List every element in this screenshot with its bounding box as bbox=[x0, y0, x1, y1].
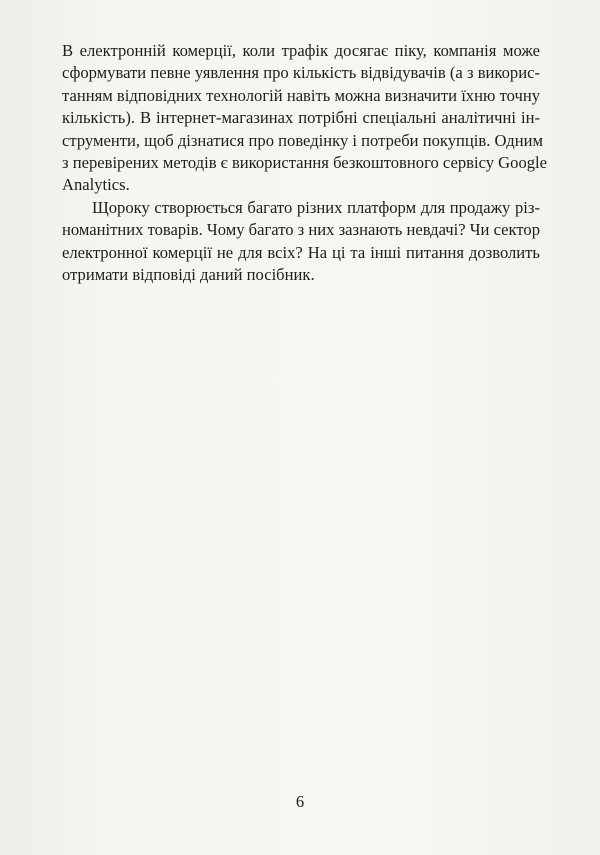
paragraph-line: Щороку створюється багато різних платформ для продажу різ- bbox=[92, 197, 540, 217]
paragraph-1 bbox=[62, 40, 548, 197]
paragraph-line: кількість). В інтернет-магазинах потрібні спеціальні аналітичні ін- bbox=[62, 108, 540, 128]
body-text bbox=[62, 40, 548, 286]
paragraph-line: танням відповідних технологій навіть можна визначити їхню точну bbox=[62, 85, 540, 105]
page-number: 6 bbox=[295, 792, 305, 811]
paragraph-line: струменти, щоб дізнатися про поведінку і потреби покупців. Одним bbox=[62, 130, 543, 150]
paragraph-line: сформувати певне уявлення про кількість відвідувачів (а з викорис- bbox=[62, 63, 540, 83]
paragraph-line: з перевірених методів є використання безкоштовного сервісу Google bbox=[62, 153, 548, 173]
paragraph-line: отримати відповіді даний посібник. bbox=[62, 265, 315, 285]
paragraph-2 bbox=[62, 197, 540, 287]
paragraph-line: Analytics. bbox=[62, 175, 130, 195]
paragraph-line: В електронній комерції, коли трафік досягає піку, компанія може bbox=[62, 41, 540, 60]
paragraph-line: номанітних товарів. Чому багато з них зазнають невдачі? Чи сектор bbox=[62, 220, 540, 240]
paragraph-line: електронної комерції не для всіх? На ці та інші питання дозволить bbox=[62, 242, 540, 262]
